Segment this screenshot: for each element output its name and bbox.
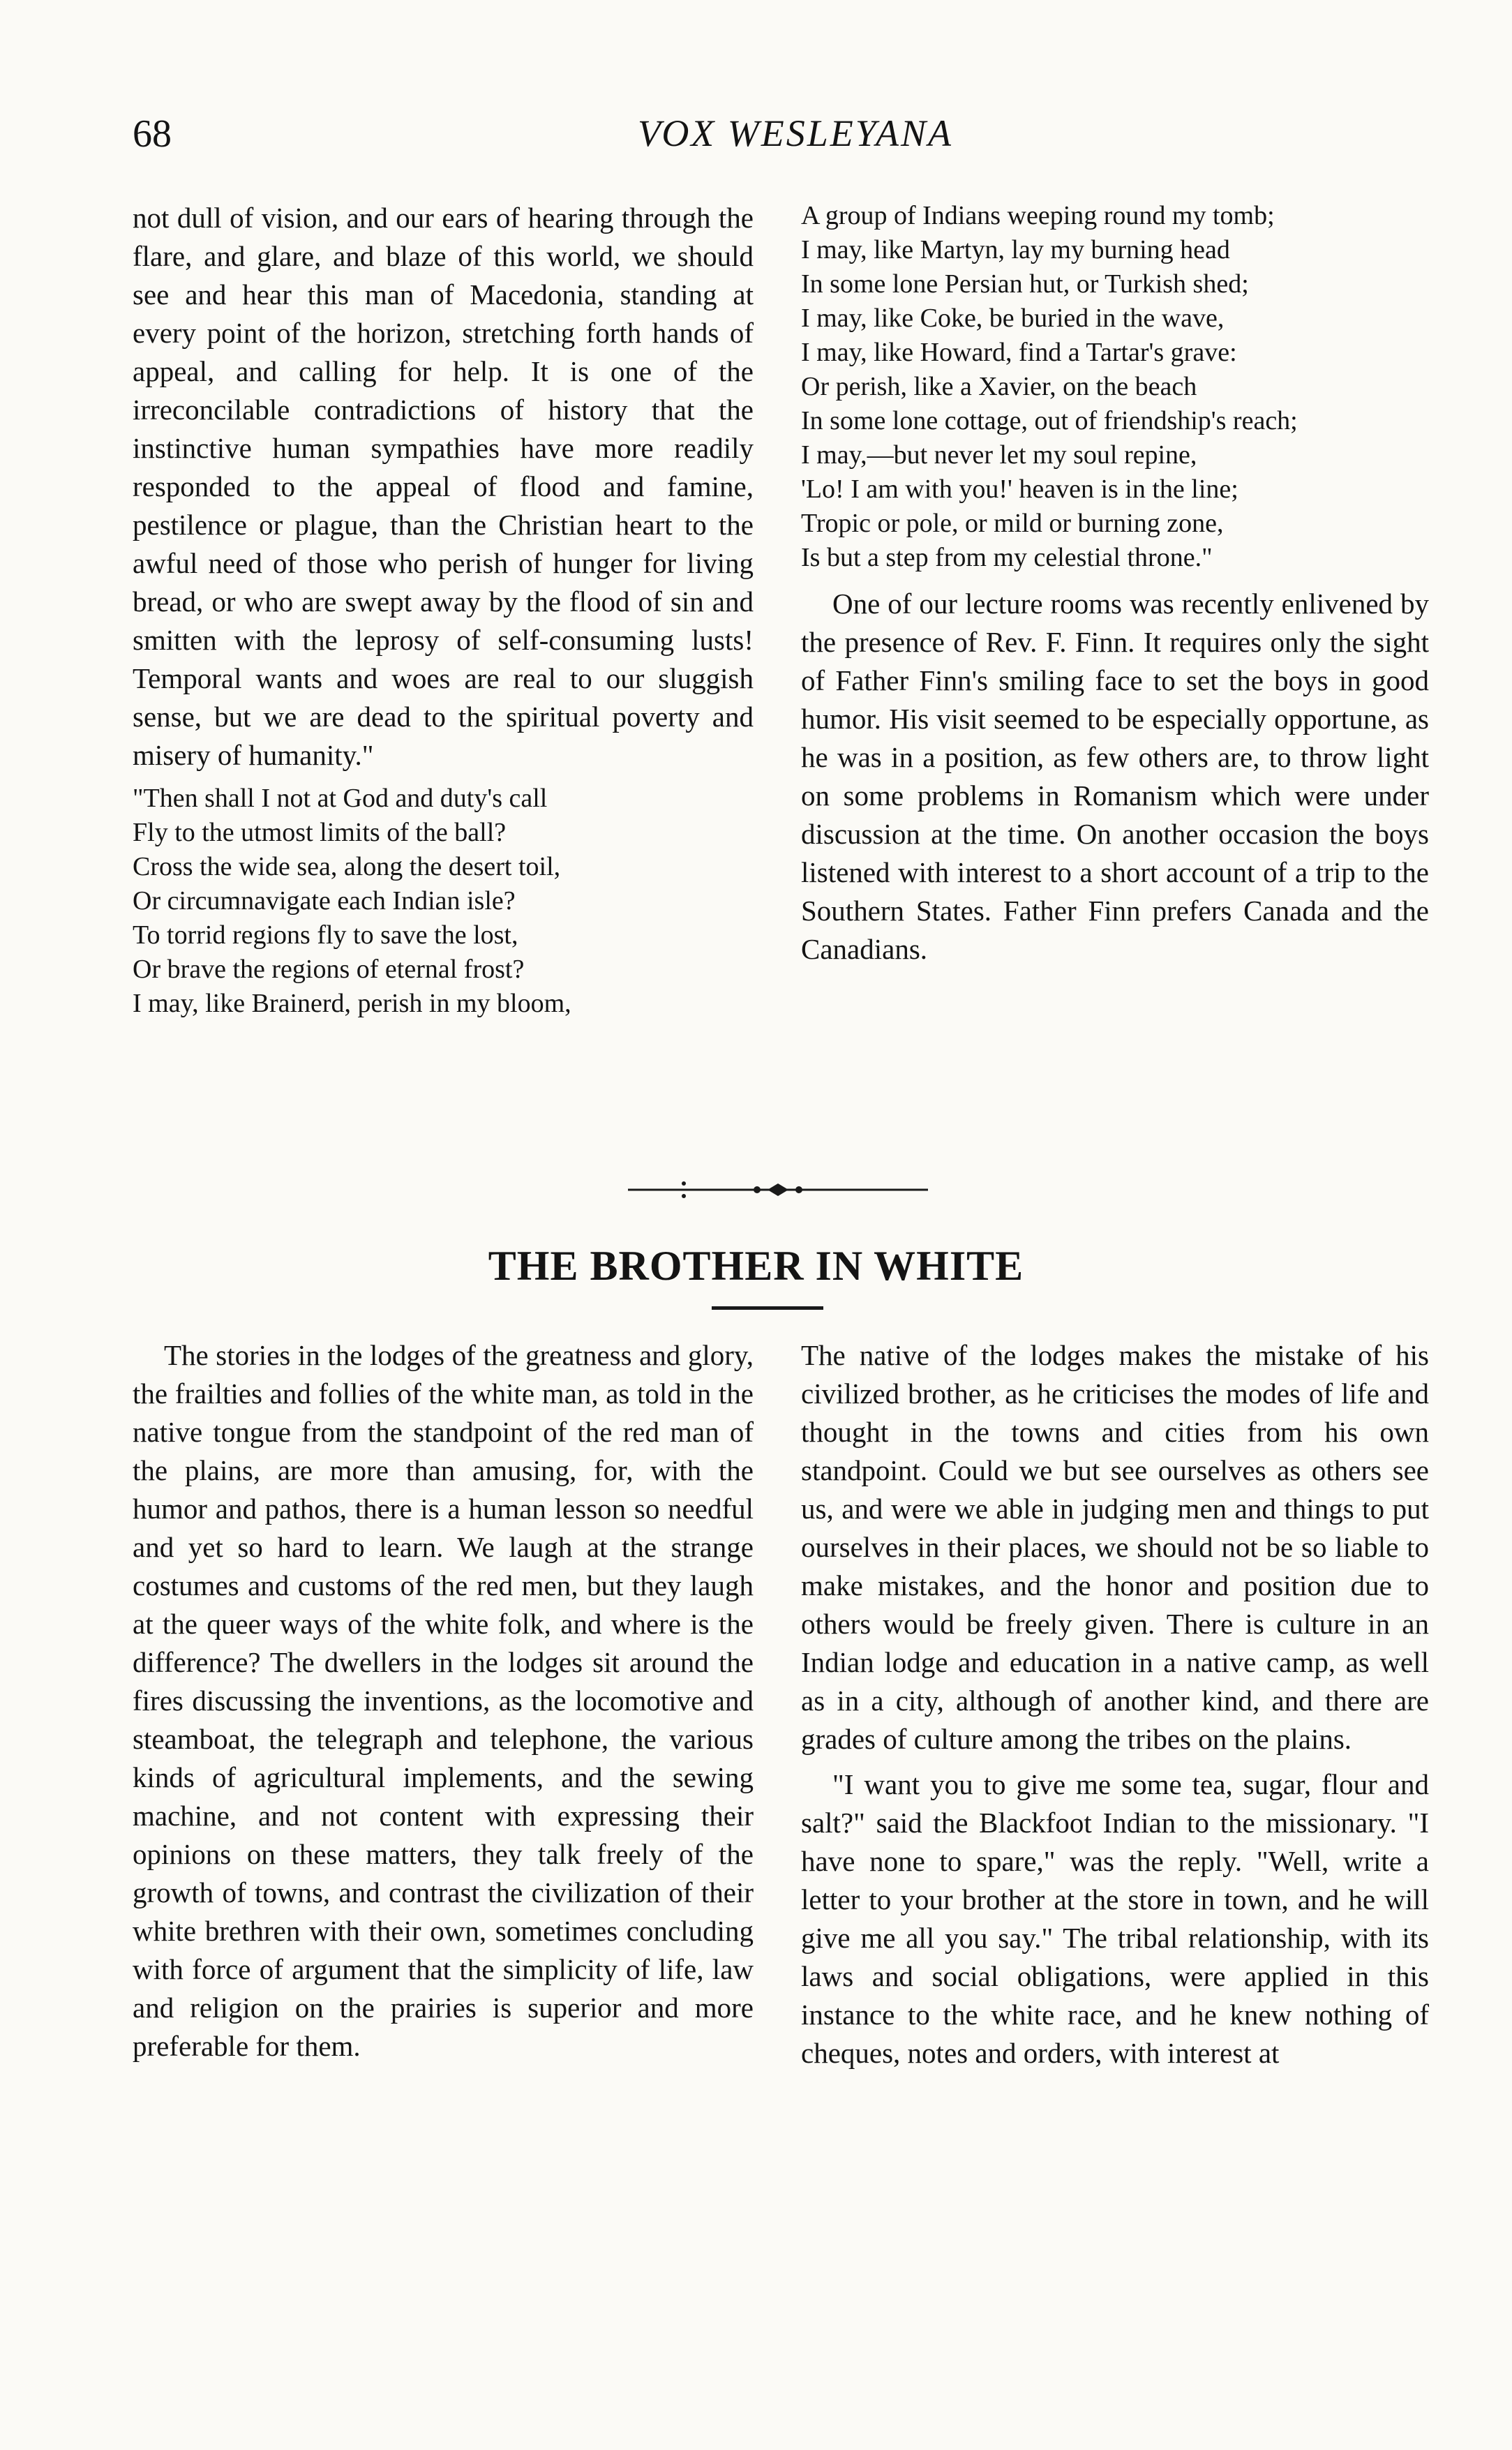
verse-line: I may, like Howard, find a Tartar's grave: bbox=[801, 338, 1237, 367]
verse-line: Fly to the utmost limits of the ball? bbox=[133, 818, 507, 847]
verse-line: Is but a step from my celestial throne." bbox=[801, 543, 1213, 572]
verse-line: "Then shall I not at God and duty's call bbox=[133, 784, 548, 813]
verse-line: I may, like Martyn, lay my burning head bbox=[801, 235, 1230, 264]
page-number: 68 bbox=[133, 112, 172, 156]
top-left-column bbox=[133, 199, 754, 1031]
verse-line: I may,—but never let my soul repine, bbox=[801, 440, 1197, 470]
article-right-column bbox=[801, 1336, 1429, 2079]
verse-block-left bbox=[133, 782, 754, 1021]
running-title: VOX WESLEYANA bbox=[637, 112, 954, 154]
title-rule bbox=[712, 1306, 823, 1310]
verse-line: In some lone cottage, out of friendship's reach; bbox=[801, 406, 1298, 435]
article-paragraph: The stories in the lodges of the greatness and glory, the frailties and follies of the white man, as told in the native tongue from the standpoint of the red man of the plains, are more than amusing, for, with the humor and pathos, there is a human lesson so needful and yet so hard to learn. We laugh at the strange costumes and customs of the red men, but they laugh at the queer ways of the white folk, and where is the difference? The dwellers in the lodges sit around the fires discussing the inventions, as the locomotive and steamboat, the telegraph and telephone, the various kinds of agricultural implements, and the sewing machine, and not content with expressing their opinions on these matters, they talk freely of the growth of towns, and contrast the civilization of their white brethren with their own, sometimes concluding with force of argument that the simplicity of life, law and religion on the prairies is superior and more preferable for them. bbox=[133, 1339, 754, 2062]
verse-line: To torrid regions fly to save the lost, bbox=[133, 920, 518, 950]
article-left-column bbox=[133, 1336, 754, 2072]
verse-line: I may, like Coke, be buried in the wave, bbox=[801, 304, 1225, 333]
continued-paragraph: not dull of vision, and our ears of hearing through the flare, and glare, and blaze of this world, we should see and hear this man of Macedonia, standing at every point of the horizon, stretching forth hands of appeal, and calling for help. It is one of the irreconcilable contradictions of history that the instinctive human sympathies have more readily responded to the appeal of flood and famine, pestilence or plague, than the Christian heart to the awful need of those who perish of hunger for living bread, or who are swept away by the flood of sin and smitten with the leprosy of self-consuming lusts! Temporal wants and woes are real to our sluggish sense, but we are dead to the spiritual poverty and misery of humanity." bbox=[133, 202, 754, 771]
verse-line: Cross the wide sea, along the desert toil, bbox=[133, 852, 561, 881]
top-right-column bbox=[801, 199, 1429, 976]
lecture-room-paragraph: One of our lecture rooms was recently enlivened by the presence of Rev. F. Finn. It requires only the sight of Father Finn's smiling face to set the boys in good humor. His visit seemed to be especially opportune, as he was in a position, as few others are, to throw light on some problems in Romanism which were under discussion at the time. On another occasion the boys listened with interest to a short account of a trip to the Southern States. Father Finn prefers Canada and the Canadians. bbox=[801, 588, 1429, 965]
verse-line: 'Lo! I am with you!' heaven is in the line; bbox=[801, 475, 1238, 504]
verse-line: I may, like Brainerd, perish in my bloom, bbox=[133, 989, 571, 1018]
section-divider-ornament bbox=[614, 1179, 942, 1200]
verse-line: Tropic or pole, or mild or burning zone, bbox=[801, 509, 1224, 538]
verse-line: In some lone Persian hut, or Turkish shed; bbox=[801, 269, 1249, 299]
article-title: THE BROTHER IN WHITE bbox=[488, 1243, 1024, 1289]
article-paragraph: "I want you to give me some tea, sugar, flour and salt?" said the Blackfoot Indian to the missionary. "I have none to spare," was the reply. "Well, write a letter to your brother at the store in town, and he will give me all you say." The tribal relationship, with its laws and social obligations, were applied in this instance to the white race, and he knew nothing of cheques, notes and orders, with interest at bbox=[801, 1768, 1429, 2069]
verse-line: Or circumnavigate each Indian isle? bbox=[133, 886, 516, 916]
verse-line: A group of Indians weeping round my tomb; bbox=[801, 201, 1275, 230]
article-paragraph: The native of the lodges makes the mistake of his civilized brother, as he criticises the modes of life and thought in the towns and cities from his own standpoint. Could we but see ourselves as others see us, and were we able in judging men and things to put ourselves in their places, we should not be so liable to make mistakes, and the honor and position due to others would be freely given. There is culture in an Indian lodge and education in a native camp, as well as in a city, although of another kind, and there are grades of culture among the tribes on the plains. bbox=[801, 1339, 1429, 1755]
verse-line: Or brave the regions of eternal frost? bbox=[133, 955, 525, 984]
verse-line: Or perish, like a Xavier, on the beach bbox=[801, 372, 1197, 401]
verse-block-right bbox=[801, 199, 1429, 575]
page-header bbox=[133, 112, 1458, 174]
